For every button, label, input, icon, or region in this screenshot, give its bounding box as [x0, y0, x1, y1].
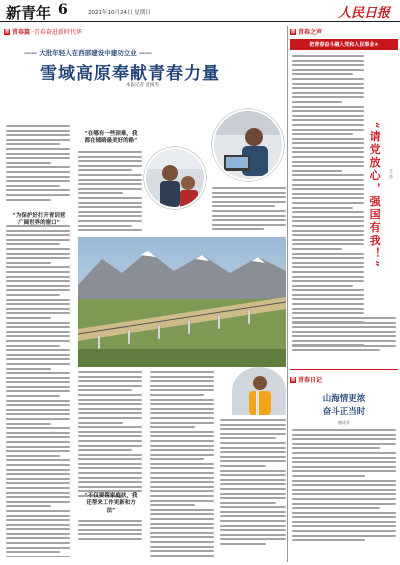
side-kicker-2-badge: 青	[290, 377, 296, 383]
article-subhead: —— 大批年轻人在西部建设中建功立业 ——	[24, 49, 153, 57]
article-body-column-4	[78, 371, 142, 559]
commentary-title: “请党放心，强国有我！”	[368, 122, 382, 269]
article-body-column-5	[150, 371, 214, 559]
essay-author: 谢成芳	[338, 420, 350, 425]
kicker-sub: ·青春奋进新时代华	[32, 29, 82, 36]
column-divider	[287, 26, 288, 562]
side-banner: 把青春奋斗融入党和人民事业④	[290, 39, 398, 50]
newspaper-logo: 人民日报	[337, 6, 390, 21]
article-body-column-1	[6, 125, 70, 557]
commentary-body-right	[292, 317, 396, 363]
article-body-column-3	[212, 187, 286, 235]
pull-quote-3: “不仅要帮家庭扶，我还帮来工作更新和方法”	[84, 493, 138, 514]
essay-title-line-2: 奋斗正当时	[322, 407, 366, 417]
side-column	[290, 27, 398, 562]
side-kicker-2	[290, 375, 322, 384]
page-number: 6	[58, 2, 68, 18]
side-kicker-2-label: 青春日记	[298, 377, 323, 384]
pull-quote-2: “在哪有一些困难，我都在铺路最美好的路”	[84, 131, 138, 145]
photo-worker-safety-vest	[232, 367, 286, 415]
article-body-column-6	[220, 419, 286, 559]
essay-title-line-1: 山海情更浓	[322, 394, 366, 404]
essay-body	[292, 429, 396, 557]
date-line: 2021年10月24日 星期日	[88, 10, 151, 16]
kicker-label: 青春篇	[12, 29, 31, 36]
side-kicker-badge: 青	[290, 29, 296, 35]
pull-quote-1: “为保护好打开青训营广阔世界的窗口”	[12, 213, 66, 227]
article-byline: 本报记者 袁杨杰	[126, 83, 159, 88]
photo-railway-landscape	[78, 237, 286, 367]
side-kicker	[290, 27, 322, 36]
side-section-rule	[290, 369, 398, 370]
commentary-author: 王 沙	[389, 169, 394, 179]
photo-engineer-laptop	[212, 109, 284, 181]
photo-technician-child	[144, 147, 206, 209]
article-headline: 雪域高原奉献青春力量	[40, 64, 220, 84]
main-article	[4, 27, 286, 562]
side-kicker-label: 青春之声	[298, 29, 323, 36]
article-kicker	[4, 27, 82, 36]
masthead	[0, 0, 400, 22]
kicker-badge: 青	[4, 29, 10, 35]
section-name: 新青年	[6, 4, 52, 22]
